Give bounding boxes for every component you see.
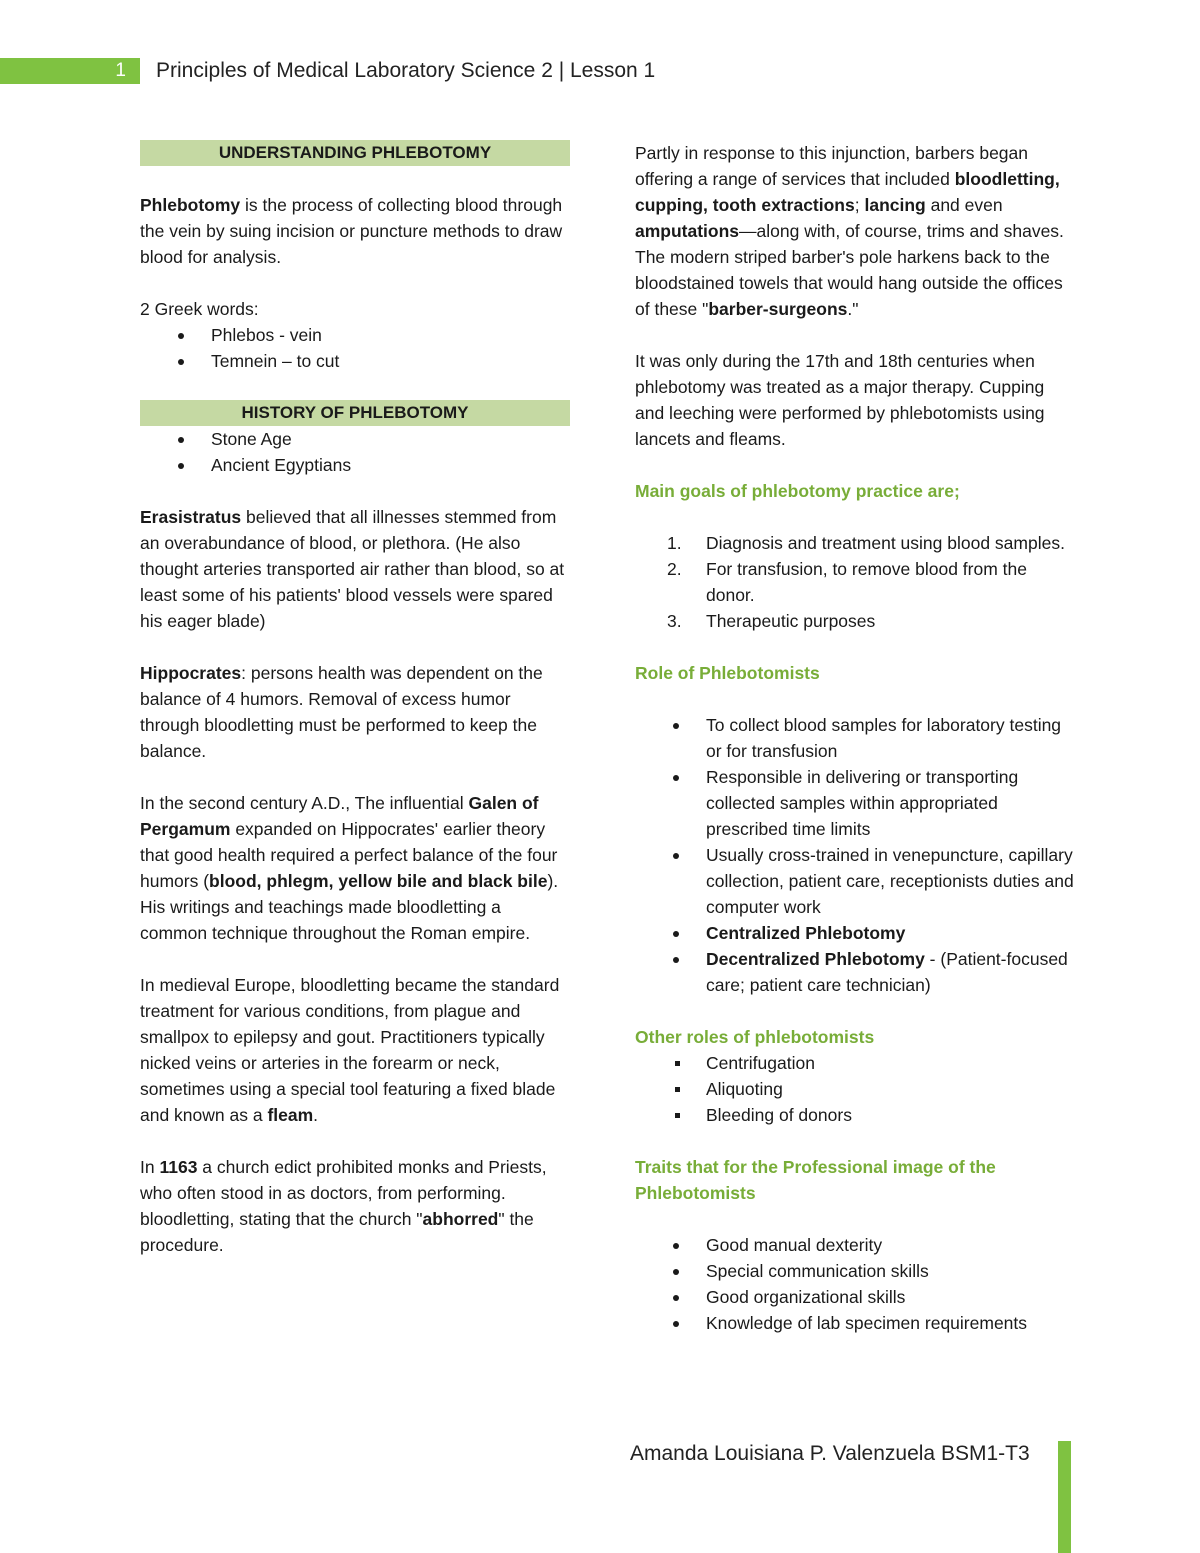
- barbers-text-3: and even: [925, 195, 1003, 215]
- header-title: Principles of Medical Laboratory Science 2 | Lesson 1: [156, 59, 656, 82]
- erasistratus-name: Erasistratus: [140, 507, 242, 527]
- edict-mid: a church edict prohibited monks and Priests, who often stood in as doctors, from performing. bloodletting, stating that the church ": [140, 1157, 547, 1229]
- roles-list: [635, 712, 1075, 998]
- galen-post: ). His writings and teachings made bloodletting a common technique throughout the Roman empire.: [140, 871, 559, 943]
- list-item: Centrifugation: [635, 1050, 1075, 1076]
- list-item: To collect blood samples for laboratory testing or for transfusion: [635, 712, 1075, 764]
- fleam-term: fleam: [267, 1105, 314, 1125]
- barbers-bold-1: bloodletting, cupping, tooth extractions: [635, 169, 1060, 215]
- goals-heading: Main goals of phlebotomy practice are;: [635, 481, 960, 501]
- role-heading: Role of Phlebotomists: [635, 663, 820, 683]
- barbers-bold-4: barber-surgeons: [708, 299, 848, 319]
- hippocrates-paragraph: [140, 660, 570, 764]
- list-item: Aliquoting: [635, 1076, 1075, 1102]
- barbers-text-2: ;: [854, 195, 865, 215]
- traits-list: [635, 1232, 1075, 1336]
- list-item: Good organizational skills: [635, 1284, 1075, 1310]
- list-item: [635, 946, 1075, 998]
- list-item: Phlebos - vein: [140, 322, 570, 348]
- decentralized-phlebotomy: Decentralized Phlebotomy: [706, 949, 925, 969]
- erasistratus-text: believed that all illnesses stemmed from an overabundance of blood, or plethora. (He also thought arteries transported air rather than blood, so at least some of his patients' blood vessels were spared his eager blade): [140, 507, 565, 631]
- four-humors: blood, phlegm, yellow bile and black bile: [209, 871, 548, 891]
- barbers-bold-2: lancing: [864, 195, 926, 215]
- list-item: Special communication skills: [635, 1258, 1075, 1284]
- right-column: [635, 140, 1075, 1336]
- erasistratus-paragraph: [140, 504, 570, 634]
- left-column: [140, 140, 570, 1284]
- medieval-paragraph: [140, 972, 570, 1128]
- definition-paragraph: [140, 192, 570, 270]
- edict-pre: In: [140, 1157, 160, 1177]
- list-item: Usually cross-trained in venepuncture, capillary collection, patient care, receptionists duties and computer work: [635, 842, 1075, 920]
- definition-term: Phlebotomy: [140, 195, 241, 215]
- barbers-paragraph: [635, 140, 1075, 322]
- traits-heading: Traits that for the Professional image of the Phlebotomists: [635, 1157, 996, 1203]
- footer-accent-bar: [1058, 1441, 1071, 1553]
- galen-mid: expanded on Hippocrates' earlier theory that good health required a perfect balance of the four humors (: [140, 819, 558, 891]
- goal-text: Therapeutic purposes: [706, 611, 876, 631]
- other-roles-list: [635, 1050, 1075, 1128]
- goal-number: 2.: [667, 559, 682, 579]
- list-item: Ancient Egyptians: [140, 452, 570, 478]
- galen-name: Galen of Pergamum: [140, 793, 539, 839]
- goal-text: Diagnosis and treatment using blood samples.: [706, 533, 1065, 553]
- medieval-text: In medieval Europe, bloodletting became the standard treatment for various conditions, from plague and smallpox to epilepsy and gout. Practitioners typically nicked veins or arteries in the forearm or neck, sometimes using a special tool featuring a fixed blade and known as a: [140, 975, 560, 1125]
- hippocrates-name: Hippocrates: [140, 663, 242, 683]
- edict-post: " the procedure.: [140, 1209, 534, 1255]
- hippocrates-text: : persons health was dependent on the balance of 4 humors. Removal of excess humor through bloodletting must be performed to keep the balance.: [140, 663, 543, 761]
- list-item: [635, 920, 1075, 946]
- goals-list: [635, 530, 1075, 634]
- barbers-text-5: .": [847, 299, 859, 319]
- abhorred-word: abhorred: [422, 1209, 499, 1229]
- edict-year: 1163: [159, 1157, 198, 1177]
- galen-pre: In the second century A.D., The influential: [140, 793, 469, 813]
- centuries-paragraph: It was only during the 17th and 18th centuries when phlebotomy was treated as a major therapy. Cupping and leeching were performed by phlebotomists using lancets and fleams.: [635, 351, 1045, 449]
- barbers-bold-3: amputations: [635, 221, 740, 241]
- list-item: Temnein – to cut: [140, 348, 570, 374]
- other-roles-heading: Other roles of phlebotomists: [635, 1027, 875, 1047]
- barbers-text-1: Partly in response to this injunction, barbers began offering a range of services that included: [635, 143, 1029, 189]
- list-item: [635, 608, 1075, 634]
- goal-number: 1.: [667, 533, 682, 553]
- list-item: Stone Age: [140, 426, 570, 452]
- goal-number: 3.: [667, 611, 682, 631]
- page-number-tab: [0, 58, 140, 84]
- list-item: Bleeding of donors: [635, 1102, 1075, 1128]
- list-item: Knowledge of lab specimen requirements: [635, 1310, 1075, 1336]
- edict-paragraph: [140, 1154, 570, 1258]
- greek-words-list: [140, 322, 570, 374]
- history-list: [140, 426, 570, 478]
- list-item: [635, 556, 1075, 608]
- list-item: [635, 530, 1075, 556]
- centralized-phlebotomy: Centralized Phlebotomy: [706, 923, 906, 943]
- barbers-text-4: —along with, of course, trims and shaves. The modern striped barber's pole harkens back to the bloodstained towels that would hang outside the offices of these ": [635, 221, 1064, 319]
- greek-intro: 2 Greek words:: [140, 299, 259, 319]
- list-item: Responsible in delivering or transporting collected samples within appropriated prescribed time limits: [635, 764, 1075, 842]
- goal-text: For transfusion, to remove blood from the donor.: [706, 559, 1027, 605]
- galen-paragraph: [140, 790, 570, 946]
- history-heading: HISTORY OF PHLEBOTOMY: [140, 400, 570, 426]
- medieval-end: .: [313, 1105, 319, 1125]
- list-item: Good manual dexterity: [635, 1232, 1075, 1258]
- definition-text: is the process of collecting blood through the vein by suing incision or puncture methods to draw blood for analysis.: [140, 195, 563, 267]
- footer-author: Amanda Louisiana P. Valenzuela BSM1-T3: [630, 1442, 1030, 1465]
- decentralized-note: - (Patient-focused care; patient care technician): [706, 949, 1068, 995]
- understanding-heading: UNDERSTANDING PHLEBOTOMY: [140, 140, 570, 166]
- page-number: 1: [115, 60, 126, 81]
